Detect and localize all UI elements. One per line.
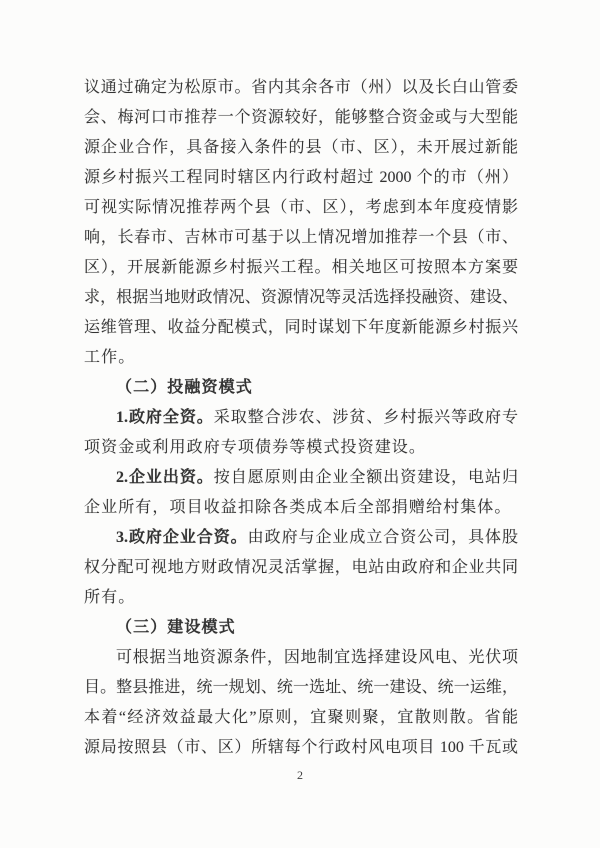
text-line <box>84 703 518 733</box>
emphasis-text: 1.政府全资。 <box>116 409 214 426</box>
text-line <box>84 733 518 763</box>
text-block <box>84 73 518 763</box>
text-line <box>84 103 518 133</box>
text-line <box>84 583 518 613</box>
text-line <box>84 73 518 103</box>
body-text: 权分配可视地方财政情况灵活掌握，电站由政府和企业共同 <box>84 559 518 576</box>
text-line <box>84 253 518 283</box>
body-text: 可视实际情况推荐两个县（市、区），考虑到本年度疫情影 <box>84 199 518 216</box>
body-text: 区），开展新能源乡村振兴工程。相关地区可按照本方案要 <box>84 259 518 276</box>
emphasis-text: （二）投融资模式 <box>116 379 253 396</box>
body-text: 议通过确定为松原市。省内其余各市（州）以及长白山管委 <box>84 79 518 96</box>
body-text: 企业所有，项目收益扣除各类成本后全部捐赠给村集体。 <box>84 499 512 516</box>
emphasis-text: 2.企业出资。 <box>116 469 214 486</box>
text-line <box>84 433 518 463</box>
body-text: 项资金或利用政府专项债券等模式投资建设。 <box>84 439 427 456</box>
text-line <box>84 343 518 373</box>
body-text: 响，长春市、吉林市可基于以上情况增加推荐一个县（市、 <box>84 229 518 246</box>
body-text: 本着“经济效益最大化”原则，宜聚则聚，宜散则散。省能 <box>84 709 518 726</box>
body-text: 会、梅河口市推荐一个资源较好，能够整合资金或与大型能 <box>84 109 518 126</box>
body-text: 源企业合作，具备接入条件的县（市、区），未开展过新能 <box>84 139 518 156</box>
body-text: 目。整县推进，统一规划、统一选址、统一建设、统一运维， <box>84 679 518 696</box>
text-line <box>84 193 518 223</box>
emphasis-text: 3.政府企业合资。 <box>116 529 248 546</box>
text-line <box>84 643 518 673</box>
body-text: 求，根据当地财政情况、资源情况等灵活选择投融资、建设、 <box>84 289 518 306</box>
body-text: 所有。 <box>84 589 136 606</box>
body-text: 采取整合涉农、涉贫、乡村振兴等政府专 <box>213 409 518 426</box>
body-text: 工作。 <box>84 349 136 366</box>
body-text: 源局按照县（市、区）所辖每个行政村风电项目 100 千瓦或 <box>84 739 518 756</box>
text-line <box>84 613 518 643</box>
text-line <box>84 163 518 193</box>
text-line <box>84 133 518 163</box>
text-line <box>84 493 518 523</box>
text-line <box>84 463 518 493</box>
body-text: 按自愿原则由企业全额出资建设，电站归 <box>213 469 518 486</box>
page-number: 2 <box>297 768 303 782</box>
emphasis-text: （三）建设模式 <box>116 619 236 636</box>
text-line <box>84 403 518 433</box>
body-text: 源乡村振兴工程同时辖区内行政村超过 2000 个的市（州） <box>84 169 518 186</box>
text-line <box>84 283 518 313</box>
body-text: 运维管理、收益分配模式，同时谋划下年度新能源乡村振兴 <box>84 319 518 336</box>
text-line <box>84 313 518 343</box>
body-text: 由政府与企业成立合资公司，具体股 <box>247 529 518 546</box>
text-line <box>84 673 518 703</box>
text-line <box>84 373 518 403</box>
text-line <box>84 223 518 253</box>
body-text: 可根据当地资源条件，因地制宜选择建设风电、光伏项 <box>116 649 518 666</box>
text-line <box>84 553 518 583</box>
text-line <box>84 523 518 553</box>
